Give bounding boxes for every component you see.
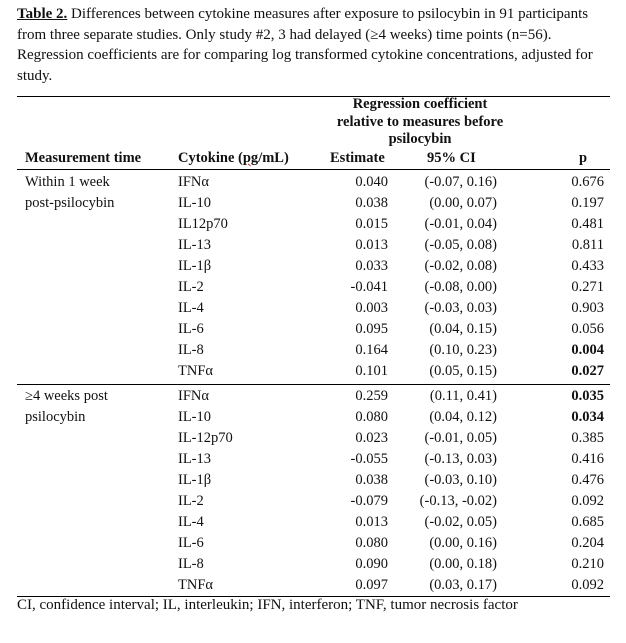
- p-value-cell: 0.903: [571, 300, 604, 316]
- estimate-cell: 0.097: [355, 577, 388, 593]
- group-divider-rule: [17, 384, 610, 385]
- measurement-time-line-2: psilocybin: [25, 409, 86, 425]
- ci-cell: (-0.03, 0.10): [424, 472, 497, 488]
- cytokine-cell: IL-8: [178, 556, 204, 572]
- cytokine-cell: IL-4: [178, 300, 204, 316]
- estimate-cell: 0.101: [355, 363, 388, 379]
- cytokine-cell: IL-13: [178, 451, 212, 467]
- group-header-line-2: relative to measures before: [336, 113, 504, 130]
- header-cytokine-suffix: /mL): [258, 150, 289, 166]
- estimate-cell: 0.040: [355, 174, 388, 190]
- table-footnote: CI, confidence interval; IL, interleukin; IFN, interferon; TNF, tumor necrosis factor: [17, 597, 518, 613]
- measurement-time-line-2: post-psilocybin: [25, 195, 115, 211]
- caption-line-3: Regression coefficients are for comparing log transformed cytokine concentrations, adjusted for: [17, 47, 593, 63]
- ci-cell: (0.00, 0.07): [429, 195, 497, 211]
- estimate-cell: 0.080: [355, 535, 388, 551]
- p-value-cell: 0.027: [571, 363, 604, 379]
- ci-cell: (-0.02, 0.08): [424, 258, 497, 274]
- estimate-cell: 0.038: [355, 472, 388, 488]
- estimate-cell: 0.090: [355, 556, 388, 572]
- p-value-cell: 0.034: [571, 409, 604, 425]
- p-value-cell: 0.004: [571, 342, 604, 358]
- estimate-cell: 0.003: [355, 300, 388, 316]
- cytokine-cell: IL-13: [178, 237, 212, 253]
- header-95ci: 95% CI: [427, 150, 476, 166]
- measurement-time-line-1: ≥4 weeks post: [25, 388, 108, 404]
- regression-header-group: [300, 96, 540, 149]
- p-value-cell: 0.197: [571, 195, 604, 211]
- estimate-cell: 0.015: [355, 216, 388, 232]
- cytokine-cell: IL-1β: [178, 472, 212, 488]
- p-value-cell: 0.204: [571, 535, 604, 551]
- ci-cell: (0.04, 0.15): [429, 321, 497, 337]
- group-header-line-3: psilocybin: [388, 131, 452, 147]
- caption-line-4: study.: [17, 67, 53, 84]
- p-value-cell: 0.433: [571, 258, 604, 274]
- estimate-cell: -0.079: [350, 493, 388, 509]
- caption-line-1: Differences between cytokine measures after exposure to psilocybin in 91 participants: [67, 6, 589, 22]
- cytokine-cell: IL-2: [178, 493, 204, 509]
- cytokine-cell: IFNα: [178, 174, 209, 190]
- header-cytokine-unit: pg: [242, 150, 259, 166]
- p-value-cell: 0.416: [571, 451, 604, 467]
- ci-cell: (-0.03, 0.03): [424, 300, 497, 316]
- p-value-cell: 0.476: [571, 472, 604, 488]
- ci-cell: (-0.13, 0.03): [424, 451, 497, 467]
- estimate-cell: 0.013: [355, 514, 388, 530]
- p-value-cell: 0.811: [571, 237, 604, 253]
- cytokine-cell: IL-10: [178, 409, 212, 425]
- table-caption: [17, 4, 626, 86]
- estimate-cell: 0.095: [355, 321, 388, 337]
- ci-cell: (-0.13, -0.02): [419, 493, 497, 509]
- ci-cell: (0.00, 0.18): [429, 556, 497, 572]
- p-value-cell: 0.092: [571, 577, 604, 593]
- ci-cell: (0.11, 0.41): [429, 388, 497, 404]
- cytokine-cell: IL-1β: [178, 258, 212, 274]
- group-header-line-1: Regression coefficient: [352, 96, 488, 112]
- table-label: Table 2.: [17, 6, 68, 22]
- ci-cell: (-0.05, 0.08): [424, 237, 497, 253]
- p-value-cell: 0.056: [571, 321, 604, 337]
- cytokine-cell: IL12p70: [178, 216, 228, 232]
- estimate-cell: 0.023: [355, 430, 388, 446]
- estimate-cell: -0.041: [350, 279, 388, 295]
- ci-cell: (0.00, 0.16): [429, 535, 497, 551]
- p-value-cell: 0.385: [571, 430, 604, 446]
- ci-cell: (-0.07, 0.16): [424, 174, 497, 190]
- header-cytokine: [178, 150, 289, 167]
- cytokine-cell: IL-4: [178, 514, 204, 530]
- estimate-cell: -0.055: [350, 451, 388, 467]
- ci-cell: (-0.02, 0.05): [424, 514, 497, 530]
- header-measurement-time: Measurement time: [25, 150, 142, 166]
- ci-cell: (-0.01, 0.05): [424, 430, 497, 446]
- p-value-cell: 0.676: [571, 174, 604, 190]
- ci-cell: (0.10, 0.23): [429, 342, 497, 358]
- ci-cell: (0.04, 0.12): [429, 409, 497, 425]
- p-value-cell: 0.210: [571, 556, 604, 572]
- cytokine-cell: IL-6: [178, 321, 204, 337]
- cytokine-cell: IL-8: [178, 342, 204, 358]
- estimate-cell: 0.164: [355, 342, 388, 358]
- header-cytokine-prefix: Cytokine (: [178, 150, 243, 166]
- cytokine-cell: IFNα: [178, 388, 209, 404]
- estimate-cell: 0.080: [355, 409, 388, 425]
- ci-cell: (-0.01, 0.04): [424, 216, 497, 232]
- p-value-cell: 0.481: [571, 216, 604, 232]
- cytokine-cell: IL-10: [178, 195, 212, 211]
- ci-cell: (-0.08, 0.00): [424, 279, 497, 295]
- cytokine-cell: TNFα: [178, 577, 213, 593]
- ci-cell: (0.03, 0.17): [429, 577, 497, 593]
- p-value-cell: 0.685: [571, 514, 604, 530]
- measurement-time-line-1: Within 1 week: [25, 174, 110, 190]
- caption-line-2: from three separate studies. Only study #2, 3 had delayed (≥4 weeks) time points (n=56).: [17, 26, 552, 43]
- cytokine-cell: IL-2: [178, 279, 204, 295]
- cytokine-cell: TNFα: [178, 363, 213, 379]
- header-estimate: Estimate: [330, 150, 385, 166]
- p-value-cell: 0.092: [571, 493, 604, 509]
- header-p: p: [579, 150, 588, 166]
- estimate-cell: 0.013: [355, 237, 388, 253]
- estimate-cell: 0.038: [355, 195, 388, 211]
- p-value-cell: 0.035: [571, 388, 604, 404]
- cytokine-cell: IL-6: [178, 535, 204, 551]
- header-rule: [17, 169, 610, 170]
- estimate-cell: 0.259: [355, 388, 388, 404]
- p-value-cell: 0.271: [571, 279, 604, 295]
- cytokine-cell: IL-12p70: [178, 430, 233, 446]
- estimate-cell: 0.033: [355, 258, 388, 274]
- ci-cell: (0.05, 0.15): [429, 363, 497, 379]
